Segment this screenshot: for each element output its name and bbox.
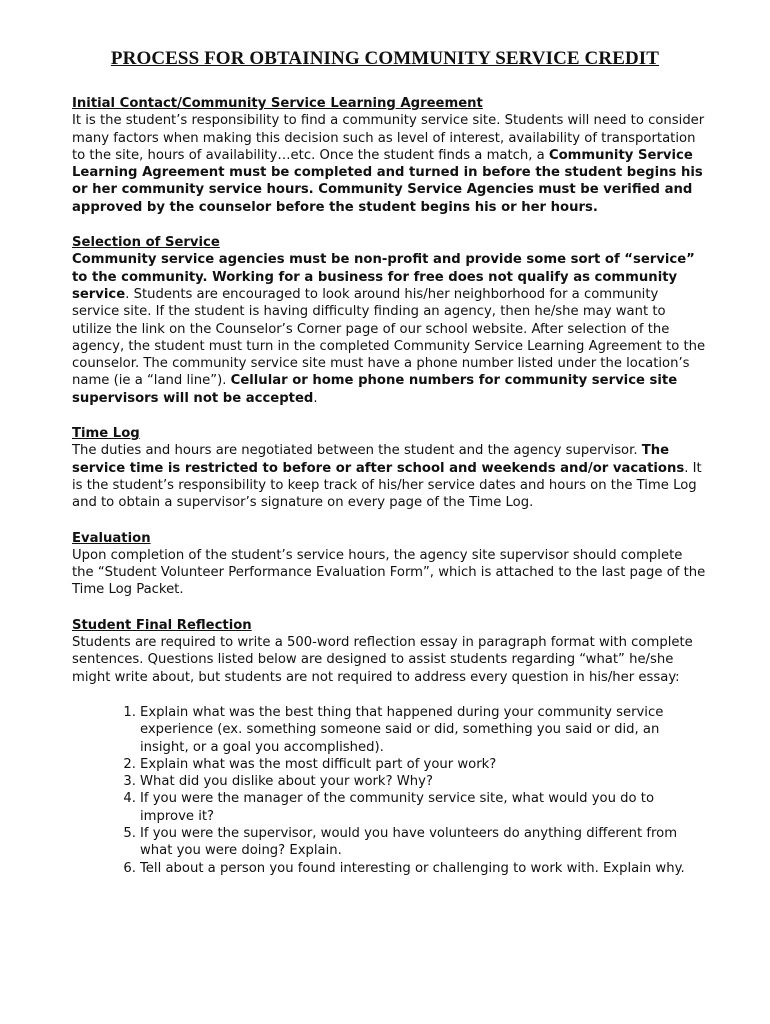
list-item	[123, 825, 708, 860]
list-item-number: 2.	[123, 756, 136, 772]
paragraph-bold-text: Cellular or home phone numbers for community service site supervisors will not be accepted	[72, 373, 678, 406]
paragraph-text: .	[313, 390, 318, 406]
section-time-log	[72, 425, 708, 511]
document-body	[72, 95, 708, 877]
list-item-text: If you were the manager of the community service site, what would you do to improve it?	[140, 791, 655, 824]
list-item	[123, 756, 708, 773]
paragraph-text: The duties and hours are negotiated between the student and the agency supervisor.	[72, 443, 642, 459]
list-item-number: 6.	[123, 860, 136, 876]
paragraph-text: . It is the student’s responsibility to keep track of his/her service dates and hours on the Time Log and to obtain a supervisor’s signature on every page of the Time Log.	[72, 460, 702, 511]
section-initial-contact	[72, 95, 708, 216]
list-item-number: 1.	[123, 704, 136, 720]
list-item-number: 4.	[123, 791, 136, 807]
paragraph-text: Students are required to write a 500-word reflection essay in paragraph format with complete sentences. Questions listed below are designed to assist students regarding “what” he/she might write about, but students are not required to address every question in his/her essay:	[72, 635, 693, 685]
section-heading: Evaluation	[72, 530, 151, 546]
paragraph-bold-text: The service time is restricted to before or after school and weekends and/or vacations	[72, 443, 685, 476]
section-selection-of-service	[72, 234, 708, 407]
list-item-text: If you were the supervisor, would you have volunteers do anything different from what you were doing? Explain.	[140, 825, 678, 859]
paragraph-bold-text: Community Service Learning Agreement must be completed and turned in before the student begins his or her community service hours. Community Service Agencies must be verified and approved by the counselor before the student begins his or her hours.	[72, 147, 703, 215]
list-item	[123, 790, 708, 825]
list-item-text: Explain what was the best thing that happened during your community service experience (ex. something someone said or did, something you said or did, an insight, or a goal you accomplished).	[140, 704, 664, 755]
section-evaluation	[72, 530, 708, 599]
list-item	[123, 773, 708, 790]
list-item-text: Tell about a person you found interesting or challenging to work with. Explain why.	[140, 860, 685, 876]
page-title: PROCESS FOR OBTAINING COMMUNITY SERVICE CREDIT	[110, 48, 660, 69]
list-item	[123, 704, 708, 756]
section-heading: Selection of Service	[72, 235, 220, 251]
list-item-text: What did you dislike about your work? Why?	[140, 774, 433, 790]
list-item-number: 5.	[123, 825, 136, 841]
paragraph-text: Upon completion of the student’s service hours, the agency site supervisor should complete the “Student Volunteer Performance Evaluation Form”, which is attached to the last page of the Time Log Packet.	[72, 547, 706, 598]
section-heading: Initial Contact/Community Service Learning Agreement	[72, 96, 483, 111]
section-final-reflection	[72, 617, 708, 686]
paragraph-bold-text: Community service agencies must be non-profit and provide some sort of “service” to the community. Working for a business for free does not qualify as community service	[72, 252, 695, 302]
paragraph-text: . Students are encouraged to look around his/her neighborhood for a community service site. If the student is having difficulty finding an agency, then he/she may want to utilize the link on the Counselor’s Corner page of our school website. After selection of the agency, the student must turn in the completed Community Service Learning Agreement to the counselor. The community service site must have a phone number listed under the location’s name (ie a “land line”).	[72, 286, 706, 389]
list-item	[123, 860, 708, 877]
section-heading: Student Final Reflection	[72, 617, 252, 633]
section-heading: Time Log	[72, 426, 140, 442]
list-item-text: Explain what was the most difficult part of your work?	[140, 756, 497, 772]
paragraph-text: It is the student’s responsibility to find a community service site. Students will need to consider many factors when making this decision such as level of interest, availability of transportation to the site, hours of availability…etc. Once the student finds a match, a	[72, 113, 705, 163]
list-item-number: 3.	[123, 774, 136, 790]
reflection-questions-list	[72, 704, 708, 877]
